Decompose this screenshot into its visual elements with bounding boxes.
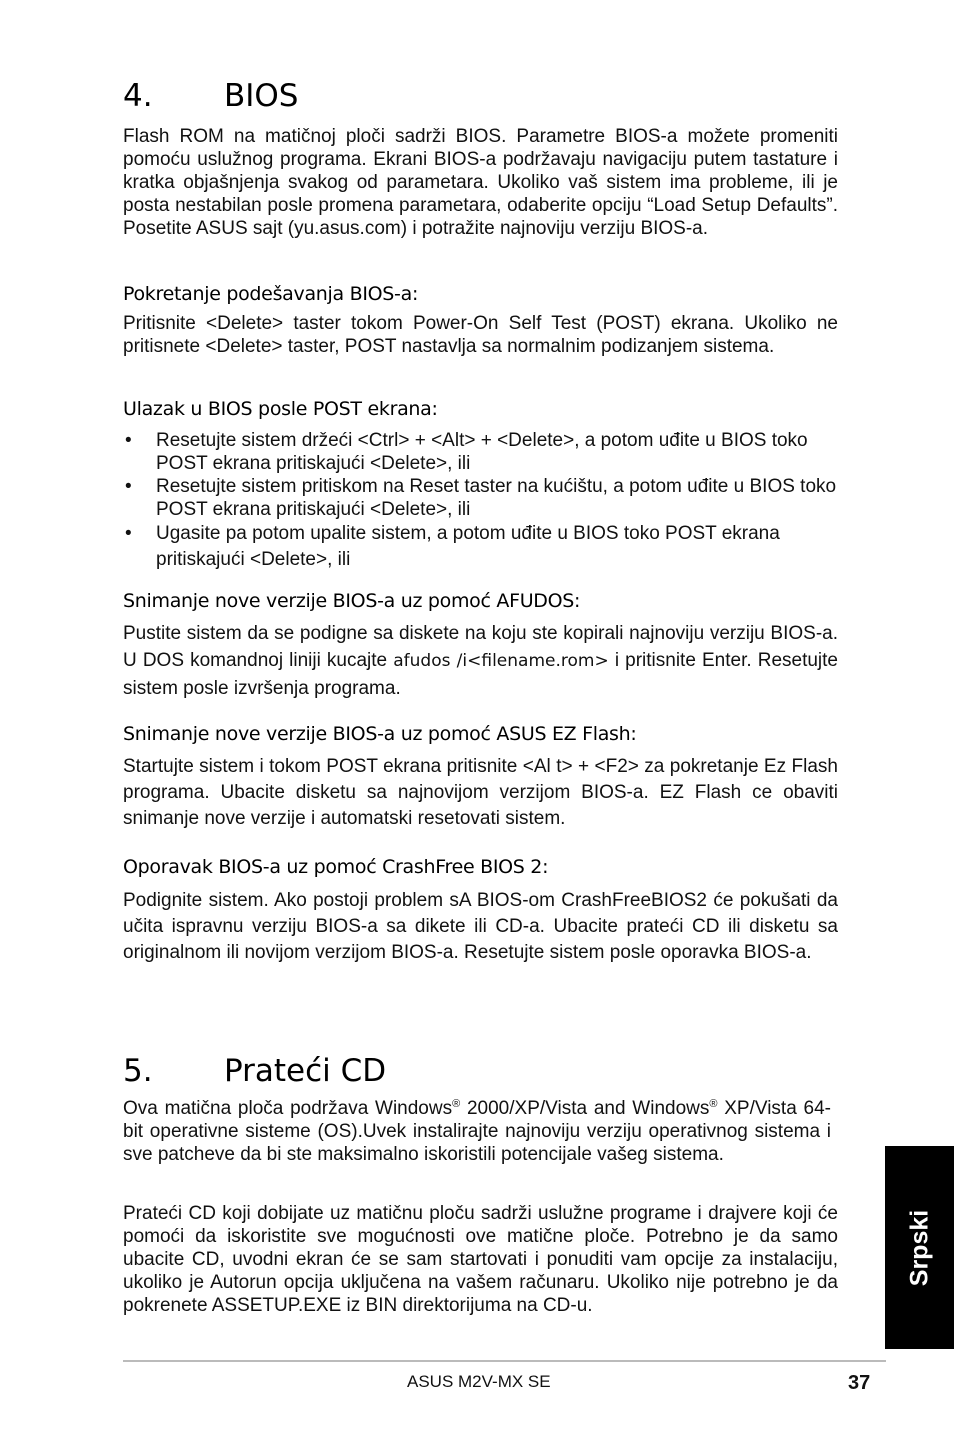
os-text-a: Ova matična ploča podržava Windows: [123, 1098, 453, 1119]
section-5-heading: [123, 1053, 386, 1089]
bullet-icon: •: [125, 430, 132, 451]
support-cd-paragraph-1: [123, 1093, 831, 1166]
registered-mark: ®: [452, 1098, 461, 1110]
afudos-paragraph: [123, 620, 838, 702]
footer-divider: [123, 1360, 886, 1362]
os-text-b: 2000/XP/Vista and Windows: [460, 1098, 710, 1119]
sub-heading-afudos: Snimanje nove verzije BIOS-a uz pomoć AFUDOS:: [123, 590, 581, 612]
page-number: 37: [848, 1372, 871, 1394]
list-item: [123, 429, 838, 475]
bullet-icon: •: [125, 523, 132, 544]
bullet-icon: •: [125, 476, 132, 497]
bios-intro-paragraph: Flash ROM na matičnoj ploči sadrži BIOS. Parametre BIOS-a možete promeniti pomoću uslužnog programa. Ekrani BIOS-a podržavaju navigaciju putem tastature i kratka objašnjenja svakog od parametara. Ukoliko vaš sistem ima probleme, ili je posta nestabilan posle promena parametara, odaberite opciju “Load Setup Defaults”. Posetite ASUS sajt (yu.asus.com) i potražite najnoviju verziju BIOS-a.: [123, 126, 838, 239]
bios-setup-paragraph: Pritisnite <Delete> taster tokom Power-On Self Test (POST) ekrana. Ukoliko ne pritisnete <Delete> taster, POST nastavlja sa normalnim podizanjem sistema.: [123, 313, 838, 357]
afudos-command: afudos /i<filename.rom>: [393, 651, 609, 671]
os-text-c: XP/Vista 64-bit operativne sisteme (OS).Uvek instalirajte najnoviju verziju operativnog sistema i sve patcheve da bi ste maksimalno iskoristili potencijale vašeg sistema.: [123, 1098, 831, 1165]
section-4-heading: [123, 78, 299, 114]
support-cd-paragraph-2: Prateći CD koji dobijate uz matičnu ploču sadrži uslužne programe i drajvere koji će pomoći da iskoristite sve mogućnosti ove matične ploče. Potrebno je da samo ubacite CD, uvodni ekran će se sam startovati i ponuditi vam opcije za instalaciju, ukoliko je Autorun opcija uključena na vašem računaru. Ukoliko nije potrebno je da pokrenete ASSETUP.EXE iz BIN direktorijuma na CD-u.: [123, 1203, 838, 1316]
section-4-title: BIOS: [224, 78, 299, 114]
list-item: [123, 521, 838, 573]
language-side-tab: [885, 1146, 954, 1349]
list-item-text: Ugasite pa potom upalite sistem, a potom uđite u BIOS toko POST ekrana pritiskajući <Delete>, ili: [156, 523, 780, 570]
sub-heading-bios-after-post: Ulazak u BIOS posle POST ekrana:: [123, 398, 438, 420]
list-item-text: Resetujte sistem držeći <Ctrl> + <Alt> + <Delete>, a potom uđite u BIOS toko POST ekrana pritiskajući <Delete>, ili: [156, 430, 808, 474]
section-4-number: 4.: [123, 78, 153, 114]
bios-entry-list: [123, 429, 838, 573]
list-item-text: Resetujte sistem pritiskom na Reset taster na kućištu, a potom uđite u BIOS toko POST ekrana pritiskajući <Delete>, ili: [156, 476, 837, 520]
sub-heading-ez-flash: Snimanje nove verzije BIOS-a uz pomoć ASUS EZ Flash:: [123, 723, 637, 745]
section-5-title: Prateći CD: [224, 1053, 387, 1089]
ez-flash-paragraph: Startujte sistem i tokom POST ekrana pritisnite <Al t> + <F2> za pokretanje Ez Flash programa. Ubacite disketu sa najnovijom verzijom BIOS-a. EZ Flash ce obaviti snimanje nove verzije i automatski resetovati sistem.: [123, 756, 838, 829]
list-item: [123, 475, 838, 521]
afudos-text-before: Pustite sistem da se podigne sa diskete na koju ste kopirali najnoviju verziju BIOS-a. U DOS komandnoj liniji kucajte: [123, 623, 838, 671]
language-label: Srpski: [905, 1209, 933, 1286]
section-5-number: 5.: [123, 1053, 153, 1089]
afudos-text-after: i pritisnite Enter. Resetujte sistem posle izvršenja programa.: [123, 650, 839, 699]
sub-heading-bios-setup: Pokretanje podešavanja BIOS-a:: [123, 283, 419, 305]
registered-mark: ®: [709, 1098, 718, 1110]
sub-heading-crashfree: Oporavak BIOS-a uz pomoć CrashFree BIOS 2:: [123, 856, 549, 878]
footer-model: ASUS M2V-MX SE: [407, 1372, 551, 1391]
crashfree-paragraph: Podignite sistem. Ako postoji problem sA BIOS-om CrashFreeBIOS2 će pokušati da učita ispravnu verziju BIOS-a sa dikete ili CD-a. Ubacite prateći CD ili disketu sa originalnom ili novijom verzijom BIOS-a. Resetujte sistem posle oporavka BIOS-a.: [123, 890, 838, 963]
